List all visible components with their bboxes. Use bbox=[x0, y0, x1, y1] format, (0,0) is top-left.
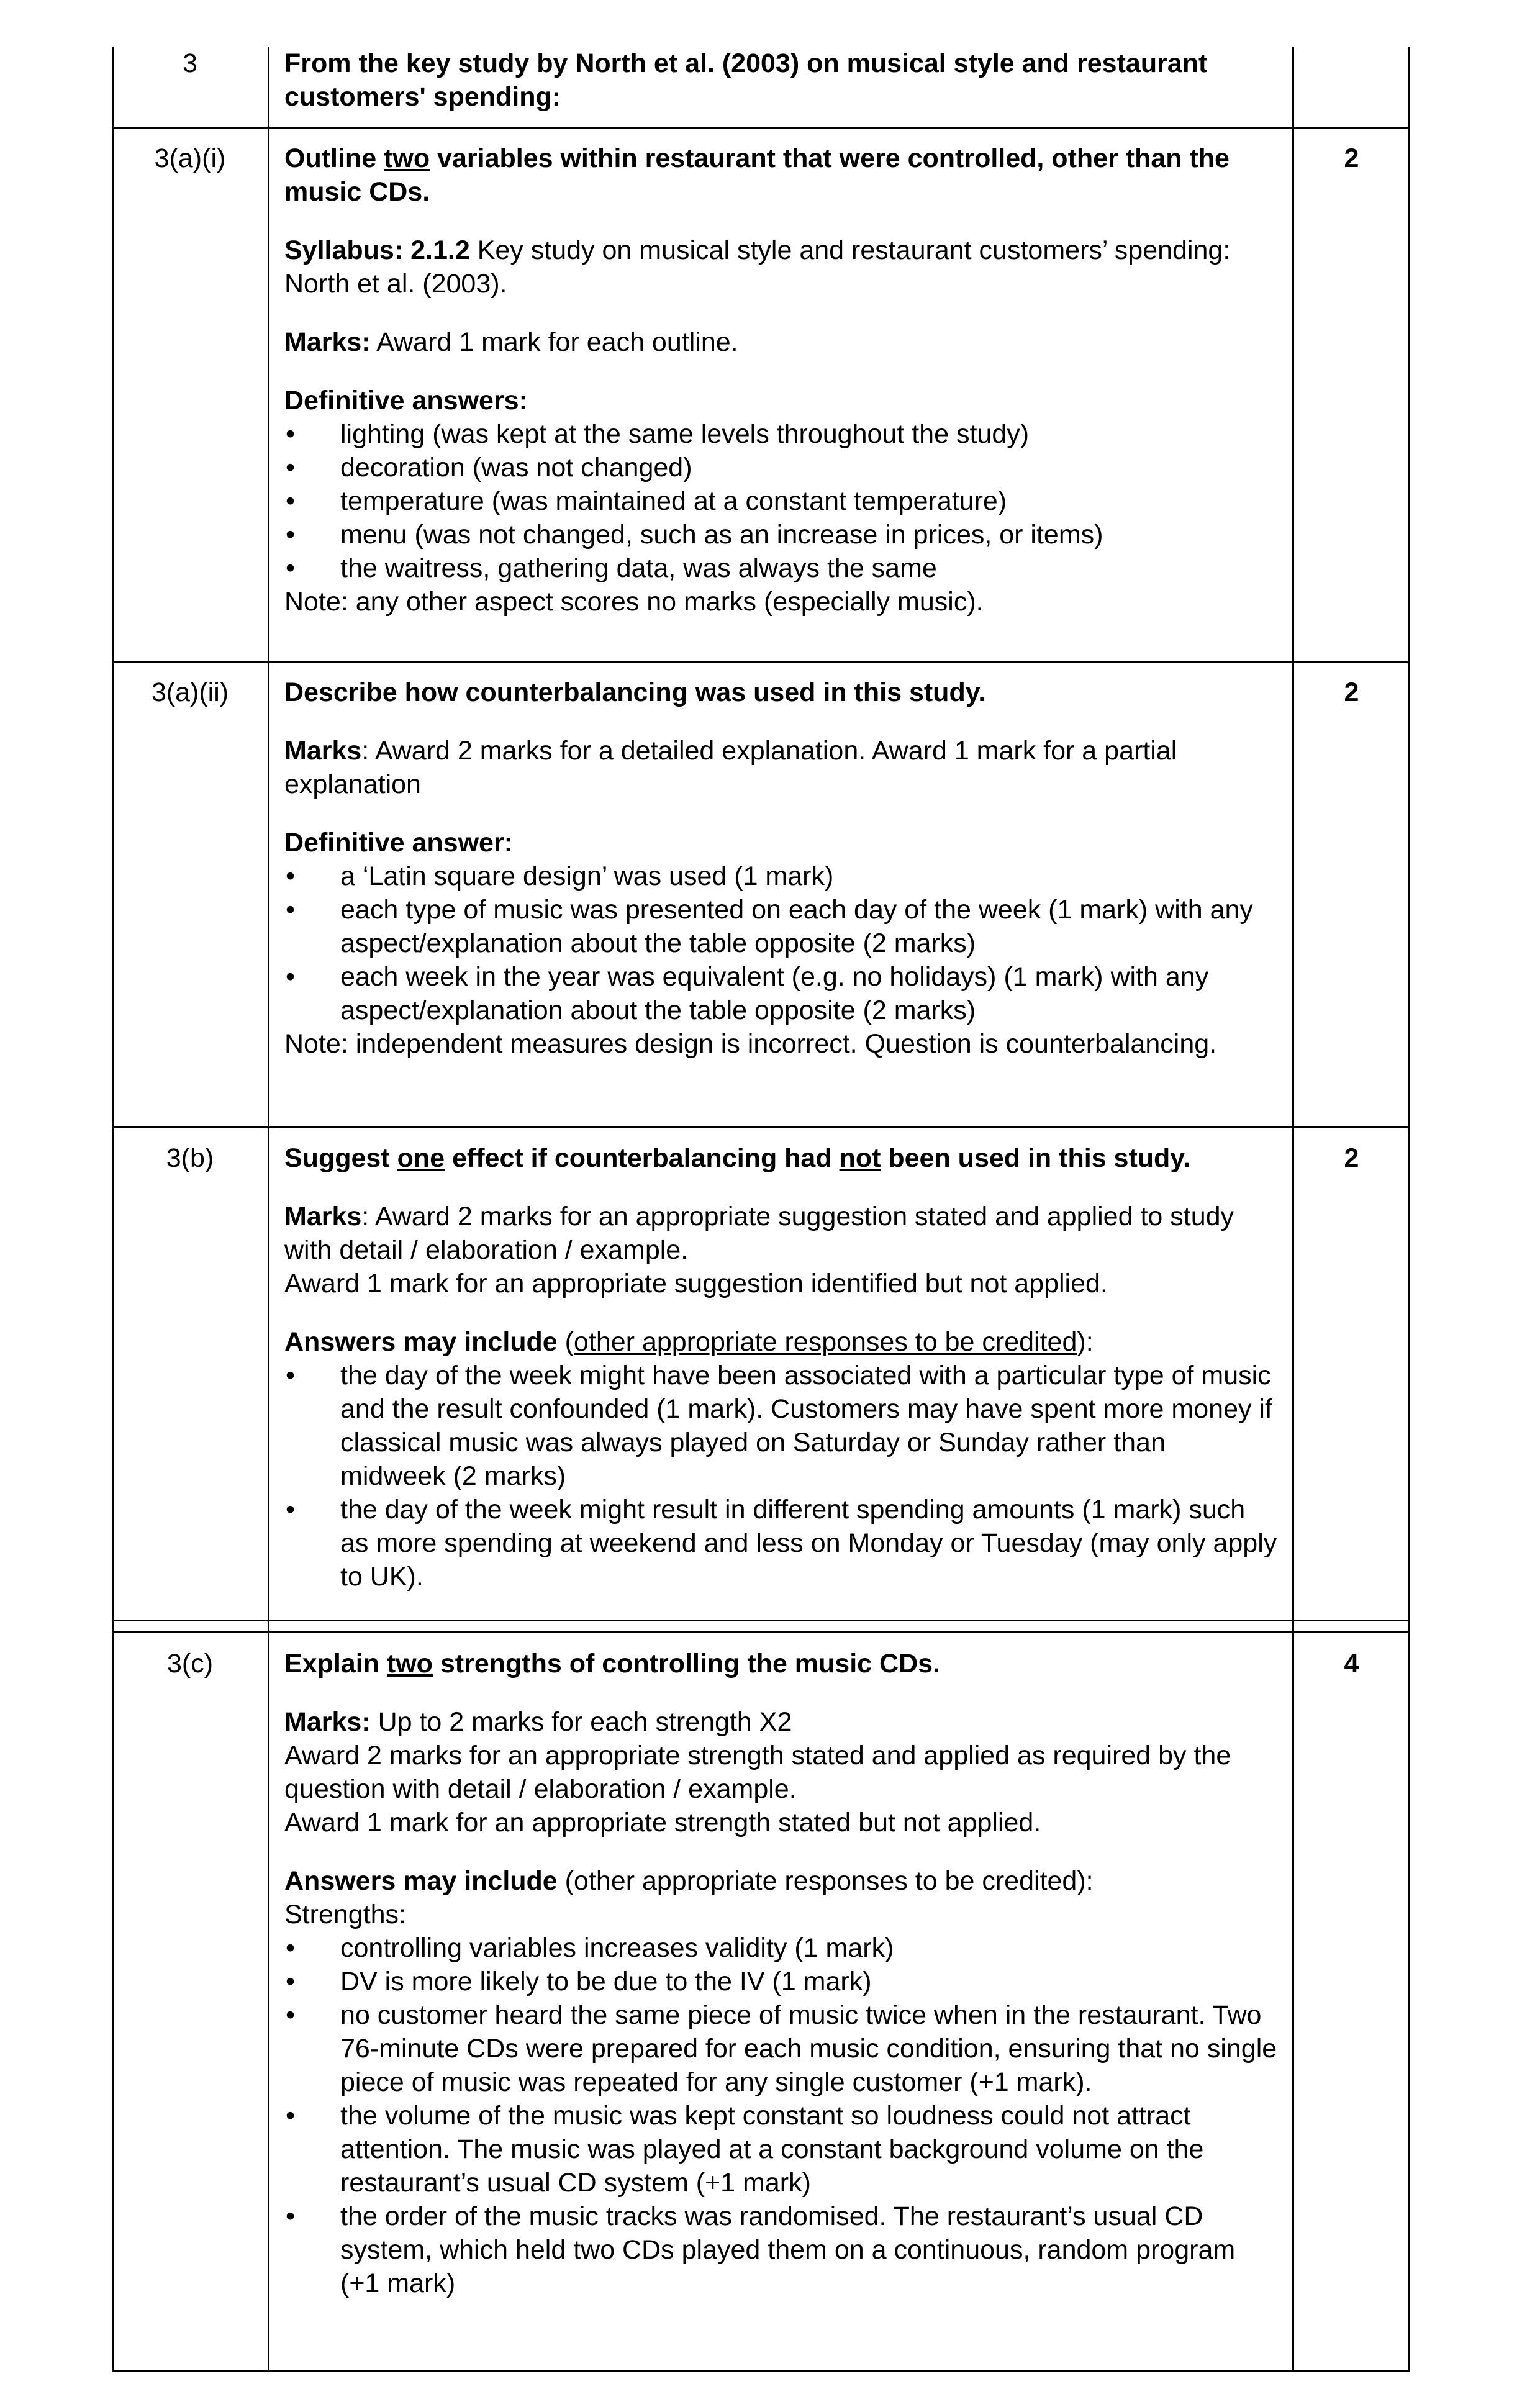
list-item: • the waitress, gathering data, was always the same bbox=[286, 553, 937, 583]
marks-guidance: Marks: Award 1 mark for each outline. bbox=[284, 327, 738, 357]
question-number: 3(c) bbox=[166, 1649, 214, 1679]
row-divider bbox=[112, 127, 1410, 129]
question-text: Describe how counterbalancing was used in this study. bbox=[284, 678, 986, 707]
question-content bbox=[284, 1141, 1278, 1593]
list-item: • temperature (was maintained at a constant temperature) bbox=[286, 486, 1007, 516]
question-stem bbox=[284, 47, 1278, 114]
list-item: • lighting (was kept at the same levels throughout the study) bbox=[286, 419, 1030, 449]
marks-guidance-partial: Award 1 mark for an appropriate strength stated but not applied. bbox=[284, 1808, 1041, 1838]
answer-list bbox=[284, 859, 1278, 1027]
marks-available: 4 bbox=[1344, 1649, 1359, 1679]
question-number: 3 bbox=[183, 48, 197, 78]
question-content bbox=[284, 676, 1278, 1061]
list-item: • the volume of the music was kept constant so loudness could not attract attention. The music was played at a constant background volume on the restaurant’s usual CD system (+1 mark) bbox=[286, 2101, 1204, 2198]
marks-guidance: Marks: Award 2 marks for an appropriate suggestion stated and applied to study with detail / elaboration / example. bbox=[284, 1202, 1234, 1265]
question-text: From the key study by North et al. (2003) on musical style and restaurant customers' spending: bbox=[284, 48, 1208, 112]
list-item: • the day of the week might result in different spending amounts (1 mark) such as more spending at weekend and less on Monday or Tuesday (may only apply to UK). bbox=[286, 1495, 1277, 1592]
list-item: • each type of music was presented on each day of the week (1 mark) with any aspect/explanation about the table opposite (2 marks) bbox=[286, 895, 1253, 958]
answer-list bbox=[284, 417, 1278, 585]
list-item: • the day of the week might have been associated with a particular type of music and the result confounded (1 mark). Customers may have spent more money if classical music was always played on Saturday or Sunday rather than midweek (2 marks) bbox=[286, 1361, 1272, 1491]
col-border-marks bbox=[1292, 47, 1294, 2372]
question-number: 3(b) bbox=[166, 1143, 214, 1173]
col-border-right bbox=[1408, 47, 1410, 2372]
answers-heading: Answers may include (other appropriate responses to be credited): bbox=[284, 1327, 1094, 1357]
strengths-label: Strengths: bbox=[284, 1900, 406, 1929]
marks-available: 2 bbox=[1344, 1143, 1359, 1173]
answer-list bbox=[284, 1931, 1278, 2300]
marks-guidance: Marks: Award 2 marks for a detailed explanation. Award 1 mark for a partial explanation bbox=[284, 736, 1177, 799]
question-number: 3(a)(ii) bbox=[151, 678, 229, 707]
marks-available: 2 bbox=[1344, 143, 1359, 173]
row-divider bbox=[112, 1620, 1410, 1621]
row-divider bbox=[112, 1126, 1410, 1128]
list-item: • controlling variables increases validity (1 mark) bbox=[286, 1933, 894, 1963]
list-item: • no customer heard the same piece of music twice when in the restaurant. Two 76-minute CDs were prepared for each music condition, ensuring that no single piece of music was repeated for any single customer (+1 mark). bbox=[286, 2000, 1277, 2097]
marks-guidance-partial: Award 1 mark for an appropriate suggestion identified but not applied. bbox=[284, 1269, 1108, 1298]
question-text: Outline two variables within restaurant that were controlled, other than the music CDs. bbox=[284, 143, 1230, 207]
question-number: 3(a)(i) bbox=[154, 143, 226, 173]
col-border-left bbox=[112, 47, 114, 2372]
answer-note: Note: any other aspect scores no marks (especially music). bbox=[284, 587, 984, 617]
row-divider bbox=[112, 661, 1410, 663]
question-content bbox=[284, 142, 1278, 619]
question-text: Suggest one effect if counterbalancing had not been used in this study. bbox=[284, 1143, 1190, 1173]
marks-guidance: Marks: Up to 2 marks for each strength X2 bbox=[284, 1707, 792, 1737]
answer-note: Note: independent measures design is incorrect. Question is counterbalancing. bbox=[284, 1029, 1217, 1059]
marks-guidance-full: Award 2 marks for an appropriate strength stated and applied as required by the question with detail / elaboration / example. bbox=[284, 1741, 1231, 1804]
list-item: • DV is more likely to be due to the IV (1 mark) bbox=[286, 1967, 872, 1996]
row-divider bbox=[112, 2370, 1410, 2372]
list-item: • menu (was not changed, such as an increase in prices, or items) bbox=[286, 520, 1103, 550]
list-item: • a ‘Latin square design’ was used (1 mark) bbox=[286, 861, 834, 891]
answers-heading: Definitive answers: bbox=[284, 386, 528, 415]
row-divider bbox=[112, 1631, 1410, 1633]
answers-heading: Definitive answer: bbox=[284, 828, 513, 858]
answers-heading: Answers may include (other appropriate responses to be credited): bbox=[284, 1866, 1094, 1896]
list-item: • the order of the music tracks was randomised. The restaurant’s usual CD system, which held two CDs played them on a continuous, random program (+1 mark) bbox=[286, 2201, 1236, 2298]
marks-available: 2 bbox=[1344, 678, 1359, 707]
list-item: • each week in the year was equivalent (e.g. no holidays) (1 mark) with any aspect/explanation about the table opposite (2 marks) bbox=[286, 962, 1209, 1025]
question-text: Explain two strengths of controlling the music CDs. bbox=[284, 1649, 941, 1679]
question-row-3 bbox=[112, 47, 1410, 127]
col-border-qnum bbox=[268, 47, 270, 2372]
list-item: • decoration (was not changed) bbox=[286, 453, 692, 483]
question-content bbox=[284, 1647, 1278, 2300]
syllabus-reference: Syllabus: 2.1.2 Key study on musical style and restaurant customers’ spending: North et al. (2003). bbox=[284, 235, 1231, 299]
answer-list bbox=[284, 1359, 1278, 1593]
